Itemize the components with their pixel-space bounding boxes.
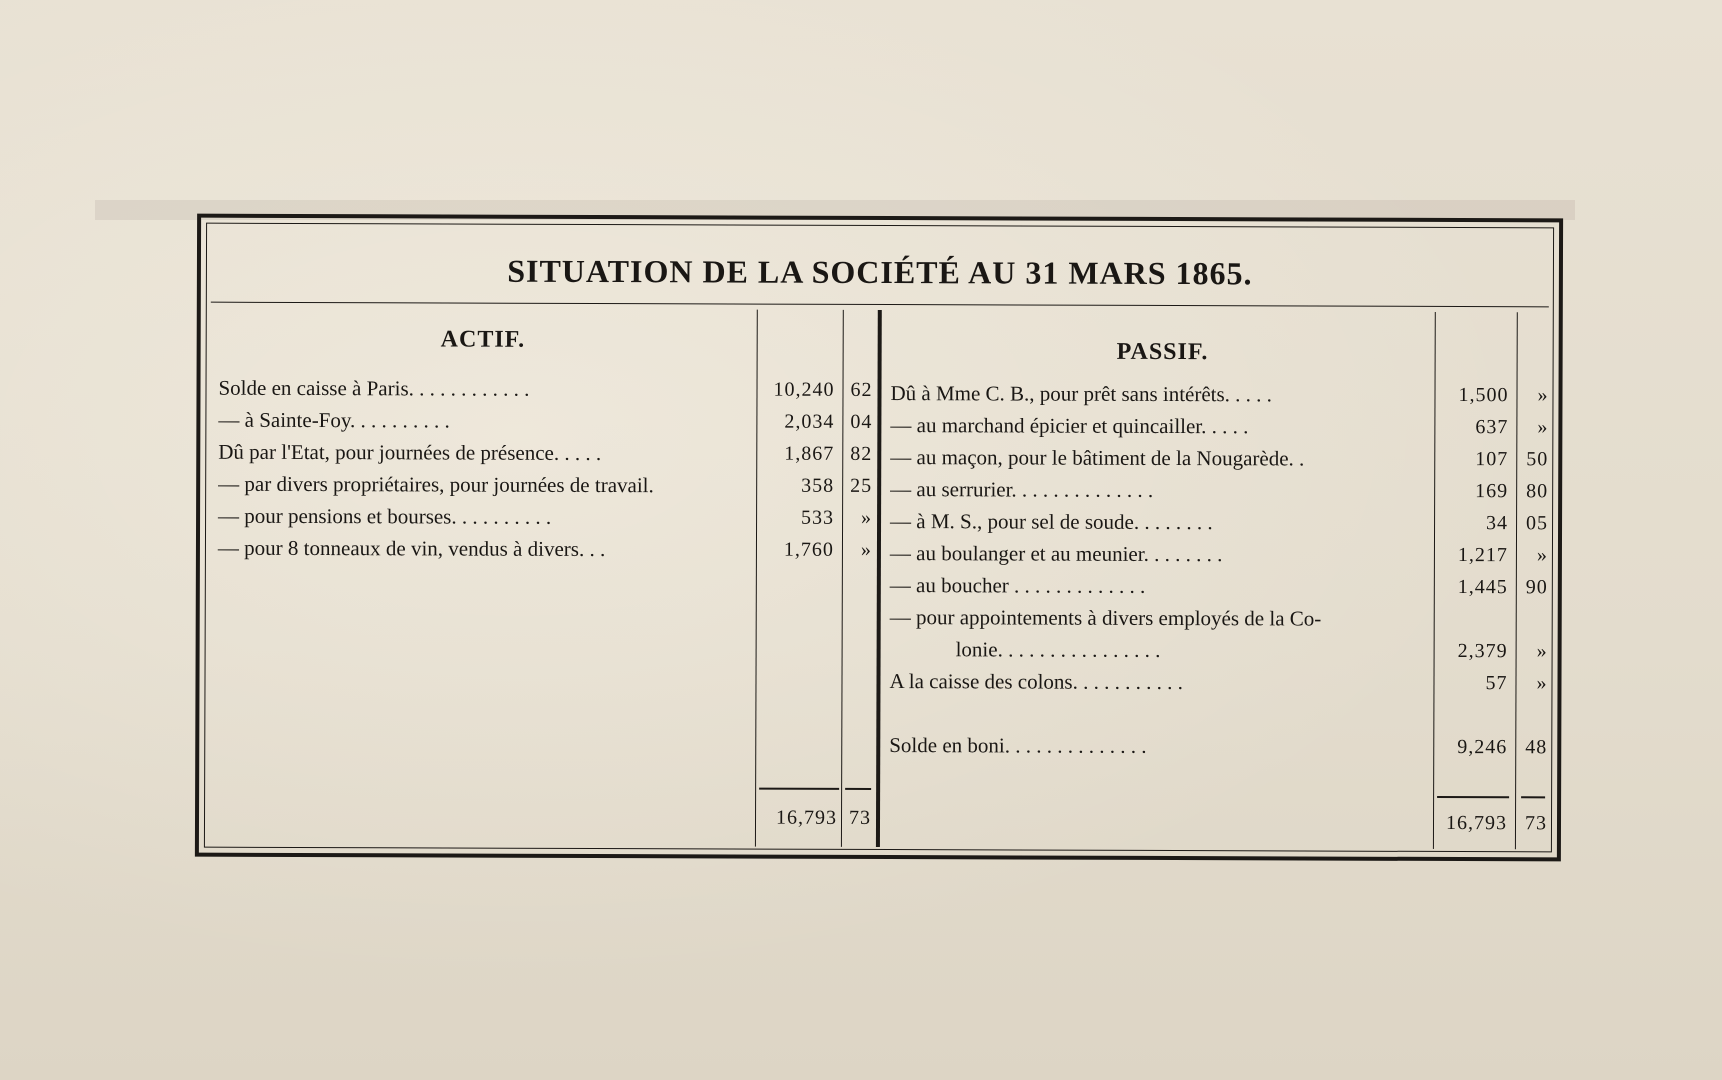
actif-centimes: » xyxy=(860,538,872,561)
passif-centimes: » xyxy=(1536,672,1548,695)
actif-centimes: 62 xyxy=(850,378,873,401)
passif-centimes: 05 xyxy=(1526,512,1549,535)
actif-row xyxy=(218,437,601,468)
passif-francs: 2,379 xyxy=(1457,640,1508,663)
passif-heading: PASSIF. xyxy=(1116,338,1209,366)
actif-francs: 533 xyxy=(801,506,835,529)
passif-francs: 9,246 xyxy=(1457,736,1508,759)
passif-centimes: » xyxy=(1536,640,1548,663)
passif-row xyxy=(890,570,1146,601)
passif-centimes: 80 xyxy=(1526,480,1549,503)
actif-francs: 10,240 xyxy=(773,378,835,401)
row-label: lonie. . . . . . . . . . . . . . . . xyxy=(955,637,1161,662)
passif-row xyxy=(890,474,1153,505)
passif-francs: 57 xyxy=(1485,672,1508,695)
row-label: — par divers propriétaires, pour journées de travail. xyxy=(218,471,654,498)
passif-centimes: » xyxy=(1536,544,1548,567)
passif-francs: 169 xyxy=(1475,480,1509,503)
balance-sheet-frame xyxy=(195,214,1563,862)
row-label: — pour pensions et bourses. . . . . . . . . . xyxy=(218,503,552,529)
passif-row xyxy=(956,634,1161,665)
row-label: Solde en caisse à Paris. . . . . . . . . . . . xyxy=(218,375,530,401)
row-label: — à M. S., pour sel de soude. . . . . . . . xyxy=(890,509,1213,535)
passif-centimes: » xyxy=(1537,416,1549,439)
actif-francs: 2,034 xyxy=(784,410,835,433)
actif-total-francs: 16,793 xyxy=(775,806,838,829)
actif-centimes: 82 xyxy=(850,442,873,465)
passif-centimes: 90 xyxy=(1525,576,1548,599)
actif-row xyxy=(218,405,449,436)
passif-row xyxy=(890,410,1248,441)
passif-francs: 1,445 xyxy=(1457,576,1508,599)
actif-total-rule-cents xyxy=(845,788,871,790)
row-label: A la caisse des colons. . . . . . . . . . . xyxy=(889,669,1183,695)
row-label: Dû à Mme C. B., pour prêt sans intérêts. . . . . xyxy=(890,381,1272,407)
passif-total-francs: 16,793 xyxy=(1445,811,1508,835)
passif-total-centimes: 73 xyxy=(1524,812,1548,835)
passif-row xyxy=(890,506,1213,537)
passif-row xyxy=(889,730,1146,761)
actif-centimes: 25 xyxy=(850,474,873,497)
row-label: — au boucher . . . . . . . . . . . . . xyxy=(889,573,1146,598)
passif-francs: 637 xyxy=(1475,416,1509,439)
row-label: Solde en boni. . . . . . . . . . . . . . xyxy=(889,733,1147,758)
row-label: — pour 8 tonneaux de vin, vendus à divers. . . xyxy=(217,535,606,562)
row-label: — au marchand épicier et quincailler. . . . . xyxy=(890,413,1249,439)
actif-francs: 1,867 xyxy=(784,442,835,465)
sheet-title: SITUATION DE LA SOCIÉTÉ AU 31 MARS 1865. xyxy=(507,252,1253,292)
row-label: — pour appointements à divers employés de la Co- xyxy=(889,605,1322,631)
passif-row xyxy=(890,538,1223,569)
actif-francs: 358 xyxy=(801,474,835,497)
actif-row xyxy=(218,469,654,501)
actif-centimes: » xyxy=(861,506,873,529)
row-label: — au boulanger et au meunier. . . . . . . . xyxy=(889,541,1223,567)
passif-francs: 1,500 xyxy=(1458,384,1509,407)
actif-francs: 1,760 xyxy=(783,538,834,561)
actif-row xyxy=(218,501,551,532)
passif-row xyxy=(889,666,1182,697)
actif-row xyxy=(218,533,605,564)
passif-francs: 34 xyxy=(1486,512,1509,535)
row-label: — au serrurier. . . . . . . . . . . . . . xyxy=(890,477,1154,502)
passif-row xyxy=(890,442,1304,473)
actif-row xyxy=(218,373,529,404)
passif-total-rule xyxy=(1437,796,1509,798)
actif-total-rule xyxy=(759,788,839,790)
passif-francs: 1,217 xyxy=(1457,544,1508,567)
passif-centimes: » xyxy=(1537,384,1549,407)
actif-heading: ACTIF. xyxy=(440,326,526,353)
actif-centimes: 04 xyxy=(850,410,873,433)
row-label: — à Sainte-Foy. . . . . . . . . . xyxy=(218,407,450,433)
passif-row xyxy=(890,602,1322,634)
passif-centimes: 50 xyxy=(1526,448,1549,471)
row-label: Dû par l'Etat, pour journées de présence. . . . . xyxy=(218,439,602,466)
passif-row xyxy=(890,378,1272,409)
passif-francs: 107 xyxy=(1475,448,1509,471)
passif-total-rule-cents xyxy=(1521,796,1545,798)
row-label: — au maçon, pour le bâtiment de la Nougarède. . xyxy=(890,445,1305,471)
passif-centimes: 48 xyxy=(1525,736,1548,759)
actif-total-centimes: 73 xyxy=(848,806,872,829)
